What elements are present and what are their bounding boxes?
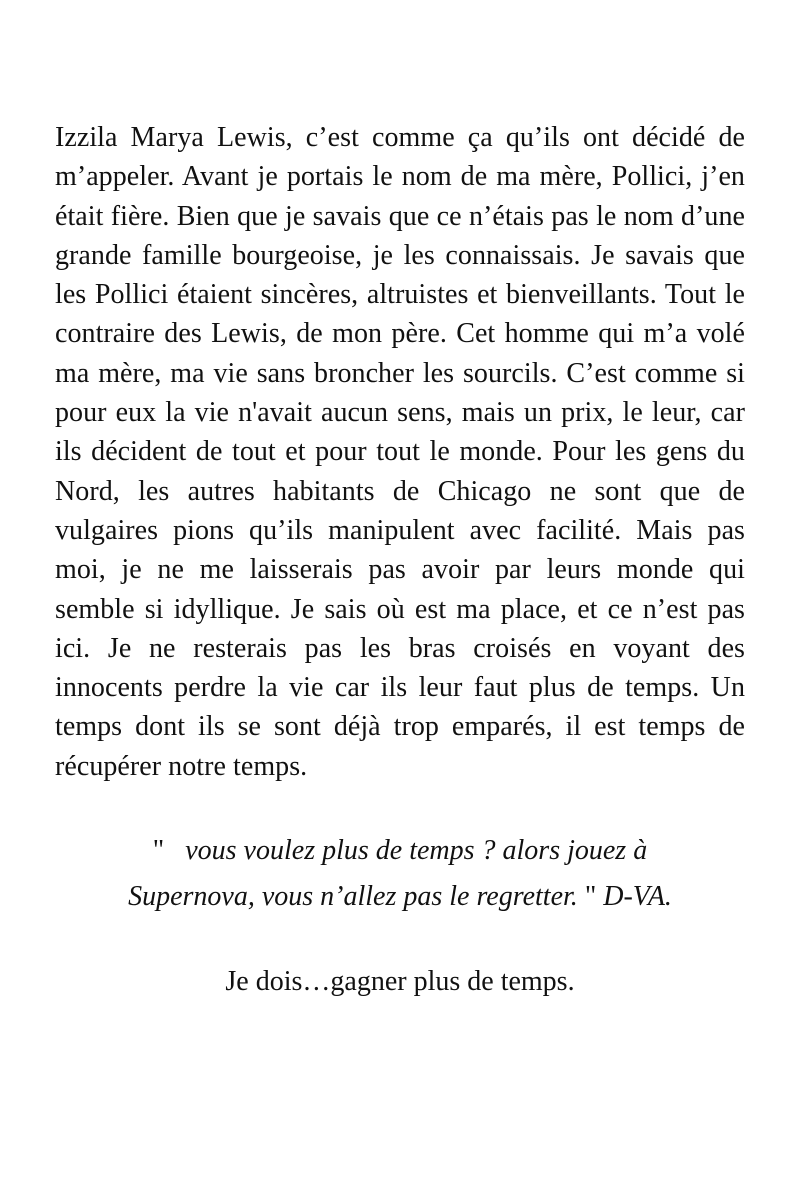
epigraph-quote xyxy=(55,828,745,920)
quote-line-2 xyxy=(55,874,745,920)
quote-text-line-1: vous voulez plus de temps ? alors jouez à xyxy=(185,835,648,867)
quote-line-1 xyxy=(55,828,745,874)
closing-line: Je dois…gagner plus de temps. xyxy=(225,966,575,998)
quote-text-line-2: Supernova, vous n’allez pas le regretter. xyxy=(128,881,578,913)
quote-close-mark: " xyxy=(584,881,597,913)
body-paragraph: Izzila Marya Lewis, c’est comme ça qu’ils ont décidé de m’appeler. Avant je portais le nom de ma mère, Pollici, j’en était fière. Bien que je savais que ce n’étais pas le nom d’une grande famille bourgeoise, je les connaissais. Je savais que les Pollici étaient sincères, altruistes et bienveillants. Tout le contraire des Lewis, de mon père. Cet homme qui m’a volé ma mère, ma vie sans broncher les sourcils. C’est comme si pour eux la vie n'avait aucun sens, mais un prix, le leur, car ils décident de tout et pour tout le monde. Pour les gens du Nord, les autres habitants de Chicago ne sont que de vulgaires pions qu’ils manipulent avec facilité. Mais pas moi, je ne me laisserais pas avoir par leurs monde qui semble si idyllique. Je sais où est ma place, et ce n’est pas ici. Je ne resterais pas les bras croisés en voyant des innocents perdre la vie car ils leur faut plus de temps. Un temps dont ils se sont déjà trop emparés, il est temps de récupérer notre temps. xyxy=(55,122,745,782)
quote-open-mark: " xyxy=(152,835,165,867)
document-page xyxy=(55,118,745,1002)
quote-attribution: D-VA. xyxy=(603,881,672,913)
